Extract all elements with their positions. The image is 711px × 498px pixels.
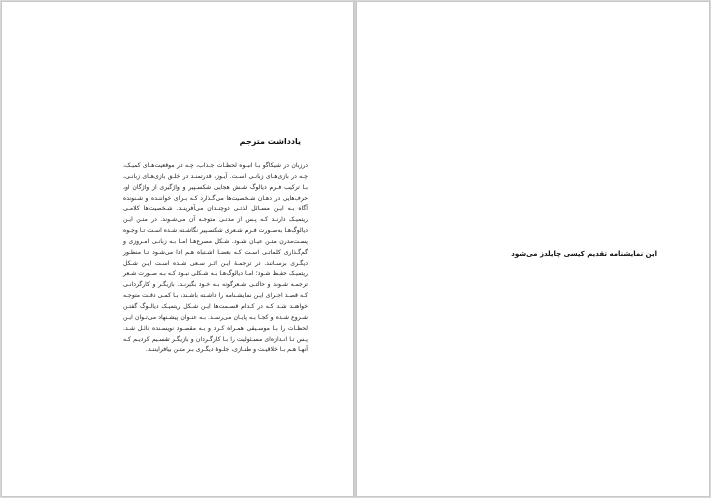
- right-page: [356, 1, 710, 497]
- dedication-text: این نمایشنامه تقدیم کیسی چایلدز می‌شود: [511, 250, 657, 258]
- left-page: [1, 1, 354, 497]
- translator-note-heading: یادداشت مترجم: [239, 137, 301, 146]
- translator-note-body: درزبان در شیکاگو بـا انبـوه لحظـات جـذاب، چـه در موقعیت‌هـای کمیـک، چـه در بازی‌هـای زبانـی اسـت. آیـوز، قدرتمنـد در خلـق بازی‌هـای زبانـی، بـا ترکیب فـرم دیالوگ شـش هجایی شکسـپیر و واژگیری از واژگان او، حرف‌هایی در دهـان شـخصیت‌ها می‌گـذارد کـه بـرای خواننـده و شـنونده آگاه بـه ایـن مسـائل لذتـی دوچنـدان می‌آفرینـد. شـخصیت‌ها کلامـی ریتمیـک دارنـد کـه پـس از مدتـی متوجـه آن می‌شـوند. در متـن ایـن دیالوگ‌هـا به‌صـورت فـرم شـعری شکسـپیر نگاشـته شـده اسـت تـا وجـوه پسـت‌مدرن متـن عیـان شـود. شـکل مصرع‌هـا امـا بـه زبانـی امـروزی و گم‌گـذاری کلماتـی اسـت کـه بعضـا اشـتباه هـم ادا می‌شـود تـا منظـور دیگـری برسـانند. در ترجمـهٔ ایـن اثـر سـعی شـده اسـت ایـن شـکل ریتمیـک حفـظ شـود؛ امـا دیالوگ‌هـا بـه شـکلی نبـود کـه بـه صـورت شـعر ترجمـه شـوند و حالتـی شـعرگونه بـه خـود بگیرنـد. بازیگـر و کارگردانـی کـه قصـد اجـرای ایـن نمایشـنامه را داشـته باشـند، بـا کمـی دقـت متوجـه خواهنـد شـد کـه در کـدام قسـمت‌ها ایـن شـکل ریتمیـک دیالـوگ گفتـن شـروع شـده و کجـا بـه پایـان می‌رسـد. بـه عنـوان پیشـنهاد می‌تـوان ایـن لحظـات را بـا موسـیقی همـراه کـرد و بـه مقصـود نویسـنده نائـل شـد. پـس تـا انـدازه‌ای مسـئولیت را بـا کارگـردان و بازیگـر تقسـیم کردیـم کـه آنهـا هـم بـا خلاقیـت و طنـازی، جلـوهٔ دیگـری بـر متـن بیافرایننـد.: [123, 162, 308, 354]
